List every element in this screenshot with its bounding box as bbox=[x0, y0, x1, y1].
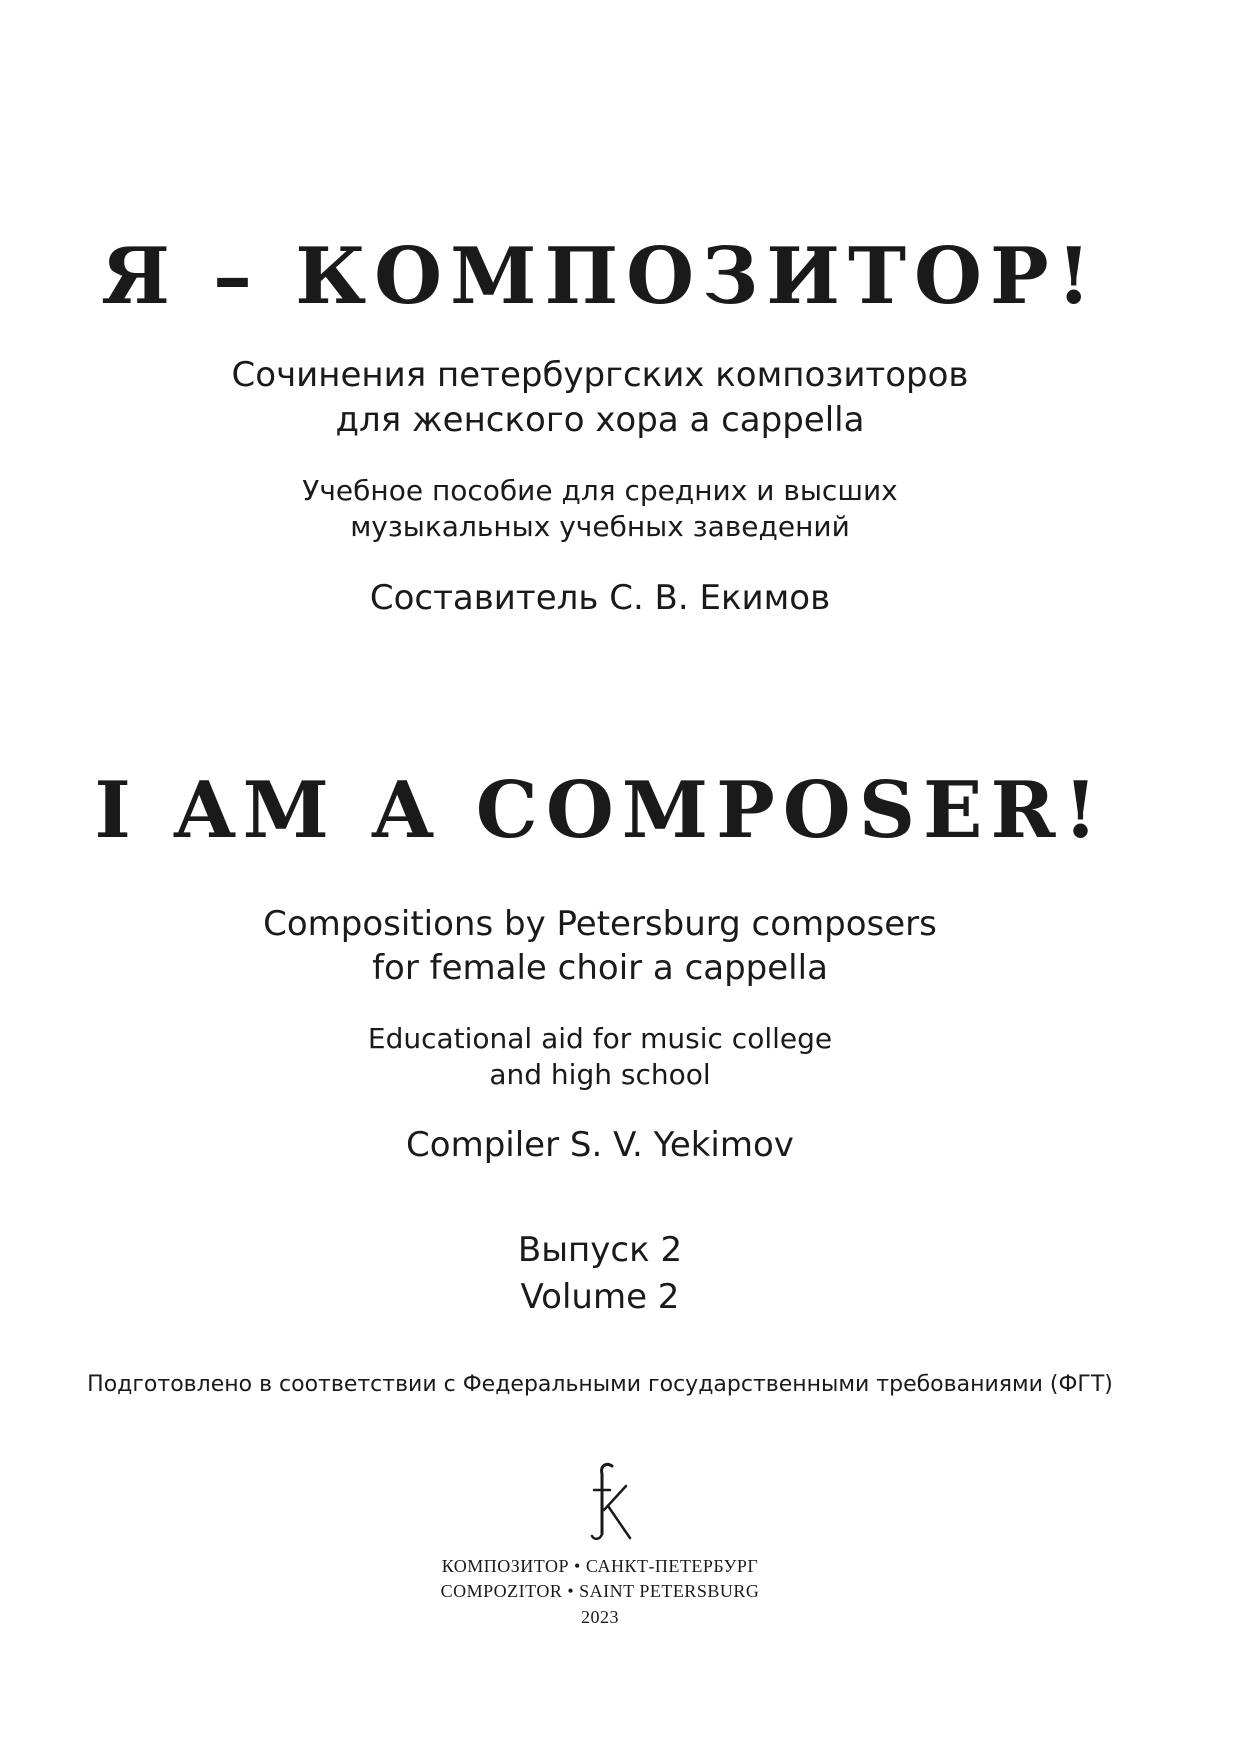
composer-publisher-logo-icon bbox=[580, 1460, 640, 1544]
russian-subtitle-line1: Сочинения петербургских композиторов bbox=[231, 355, 969, 395]
english-title: I AM A COMPOSER! bbox=[94, 765, 1106, 856]
english-compiler: Compiler S. V. Yekimov bbox=[406, 1125, 794, 1165]
english-subtitle-line1: Compositions by Petersburg composers bbox=[263, 904, 937, 944]
russian-subtitle-line2: для женского хора a cappella bbox=[335, 400, 865, 440]
russian-aid-line2: музыкальных учебных заведений bbox=[350, 510, 850, 543]
english-subtitle-line2: for female choir a cappella bbox=[372, 948, 828, 988]
publisher-line-ru: КОМПОЗИТОР • САНКТ-ПЕТЕРБУРГ bbox=[441, 1556, 759, 1576]
volume-ru: Выпуск 2 bbox=[517, 1230, 683, 1270]
compliance-note: Подготовлено в соответствии с Федеральными государственными требованиями (ФГТ) bbox=[87, 1372, 1113, 1397]
volume-en: Volume 2 bbox=[520, 1277, 680, 1317]
russian-aid-line1: Учебное пособие для средних и высших bbox=[302, 474, 898, 507]
russian-title: Я – КОМПОЗИТОР! bbox=[101, 231, 1099, 322]
russian-compiler: Составитель С. В. Екимов bbox=[369, 578, 831, 618]
publisher-year: 2023 bbox=[581, 1607, 619, 1627]
publisher-line-en: COMPOZITOR • SAINT PETERSBURG bbox=[440, 1581, 760, 1601]
english-aid-line2: and high school bbox=[489, 1058, 711, 1091]
english-aid-line1: Educational aid for music college bbox=[367, 1022, 833, 1055]
